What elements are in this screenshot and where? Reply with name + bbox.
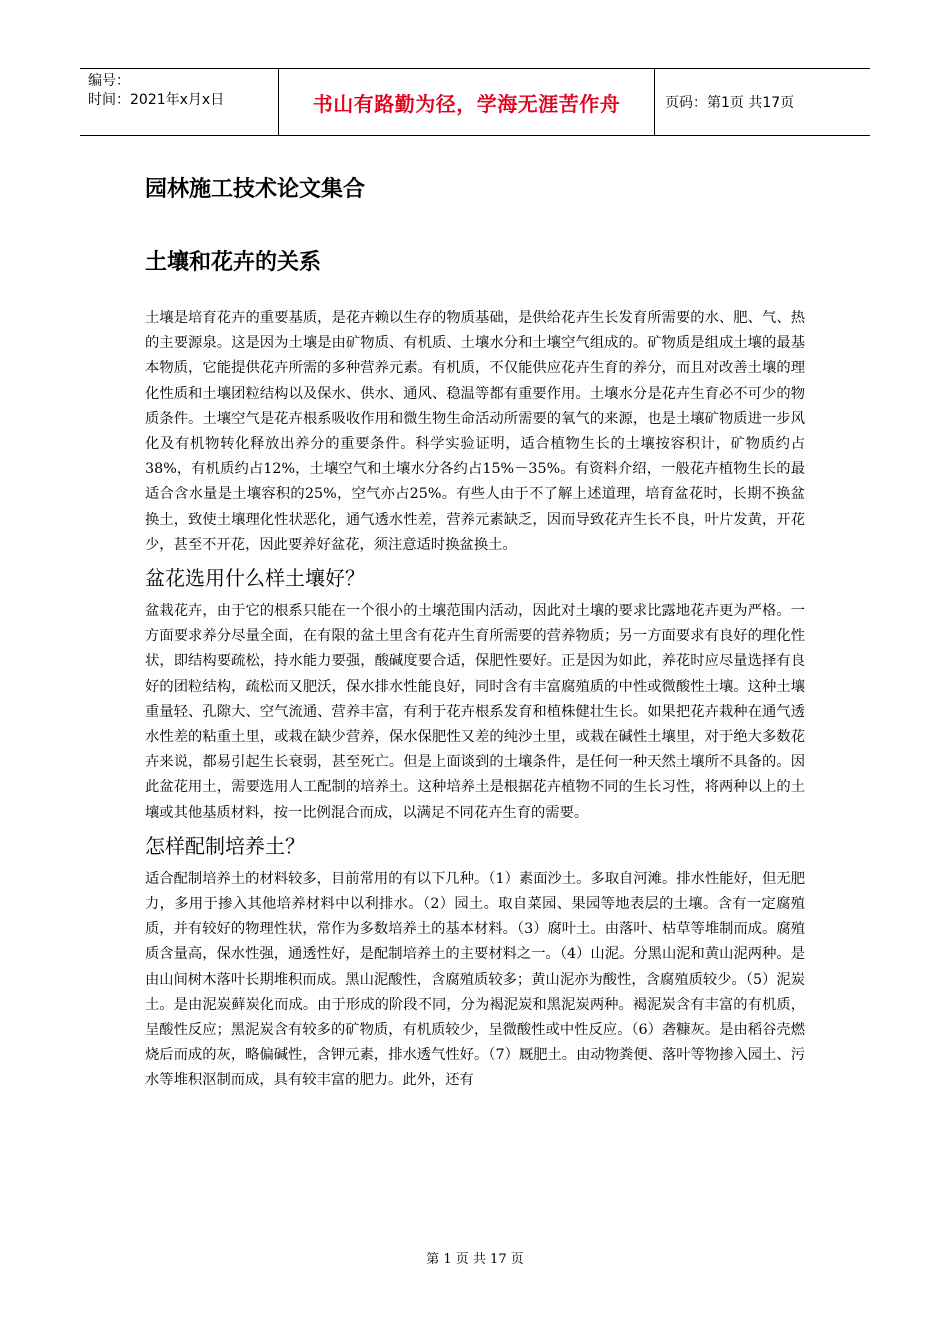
paragraph-soil-relationship: 土壤是培育花卉的重要基质，是花卉赖以生存的物质基础，是供给花卉生长发育所需要的水、肥、气、热的主要源泉。这是因为土壤是由矿物质、有机质、土壤水分和土壤空气组成的。矿物质是组成土壤的最基本物质，它能提供花卉所需的多种营养元素。有机质，不仅能供应花卉生育的养分，而且对改善土壤的理化性质和土壤团粒结构以及保水、供水、通风、稳温等都有重要作用。土壤水分是花卉生育必不可少的物质条件。土壤空气是花卉根系吸收作用和微生物生命活动所需要的氧气的来源，也是土壤矿物质进一步风化及有机物转化释放出养分的重要条件。科学实验证明，适合植物生长的土壤按容积计，矿物质约占38%，有机质约占12%，土壤空气和土壤水分各约占15%－35%。有资料介绍，一般花卉植物生长的最适合含水量是土壤容积的25%，空气亦占25%。有些人由于不了解上述道理，培育盆花时，长期不换盆换土，致使土壤理化性状恶化，通气透水性差，营养元素缺乏，因而导致花卉生长不良，叶片发黄，开花少，甚至不开花，因此要养好盆花，须注意适时换盆换土。 bbox=[145, 310, 805, 553]
time-label: 时间：2021年x月x日 bbox=[88, 92, 225, 108]
document-header bbox=[80, 68, 870, 136]
document-title: 园林施工技术论文集合 bbox=[145, 177, 366, 202]
number-label: 编号： bbox=[88, 73, 130, 89]
header-meta bbox=[80, 69, 278, 135]
page-footer: 第 1 页 共 17 页 bbox=[426, 1252, 524, 1267]
section-title: 土壤和花卉的关系 bbox=[145, 250, 322, 275]
header-page-info: 页码：第1页 共17页 bbox=[665, 95, 795, 111]
paragraph-culture-soil: 适合配制培养土的材料较多，目前常用的有以下几种。（1）素面沙土。多取自河滩。排水性能好，但无肥力，多用于掺入其他培养材料中以利排水。（2）园土。取自菜园、果园等地表层的土壤。含有一定腐殖质，并有较好的物理性状，常作为多数培养土的基本材料。（3）腐叶土。由落叶、枯草等堆制而成。腐殖质含量高，保水性强，通透性好，是配制培养土的主要材料之一。（4）山泥。分黑山泥和黄山泥两种。是由山间树木落叶长期堆积而成。黑山泥酸性，含腐殖质较多；黄山泥亦为酸性，含腐殖质较少。（5）泥炭土。是由泥炭藓炭化而成。由于形成的阶段不同，分为褐泥炭和黑泥炭两种。褐泥炭含有丰富的有机质，呈酸性反应；黑泥炭含有较多的矿物质，有机质较少，呈微酸性或中性反应。（6）砻糠灰。是由稻谷壳燃烧后而成的灰，略偏碱性，含钾元素，排水透气性好。（7）厩肥土。由动物粪便、落叶等物掺入园土、污水等堆积沤制而成，具有较丰富的肥力。此外，还有 bbox=[145, 870, 805, 1089]
subheading-culture-soil: 怎样配制培养土？ bbox=[145, 833, 305, 858]
header-motto: 书山有路勤为径，学海无涯苦作舟 bbox=[278, 69, 655, 135]
subheading-potted-soil: 盆花选用什么样土壤好？ bbox=[145, 566, 365, 591]
document-body bbox=[145, 160, 805, 1096]
paragraph-potted-soil: 盆栽花卉，由于它的根系只能在一个很小的土壤范围内活动，因此对土壤的要求比露地花卉更为严格。一方面要求养分尽量全面，在有限的盆土里含有花卉生育所需要的营养物质；另一方面要求有良好的理化性状，即结构要疏松，持水能力要强，酸碱度要合适，保肥性要好。正是因为如此，养花时应尽量选择有良好的团粒结构，疏松而又肥沃，保水排水性能良好，同时含有丰富腐殖质的中性或微酸性土壤。这种土壤重量轻、孔隙大、空气流通、营养丰富，有利于花卉根系发育和植株健壮生长。如果把花卉栽种在通气透水性差的粘重土里，或栽在缺少营养，保水保肥性又差的纯沙土里，或栽在碱性土壤里，对于绝大多数花卉来说，都易引起生长衰弱，甚至死亡。但是上面谈到的土壤条件，是任何一种天然土壤所不具备的。因此盆花用土，需要选用人工配制的培养土。这种培养土是根据花卉植物不同的生长习性，将两种以上的土壤或其他基质材料，按一比例混合而成，以满足不同花卉生育的需要。 bbox=[145, 603, 805, 821]
